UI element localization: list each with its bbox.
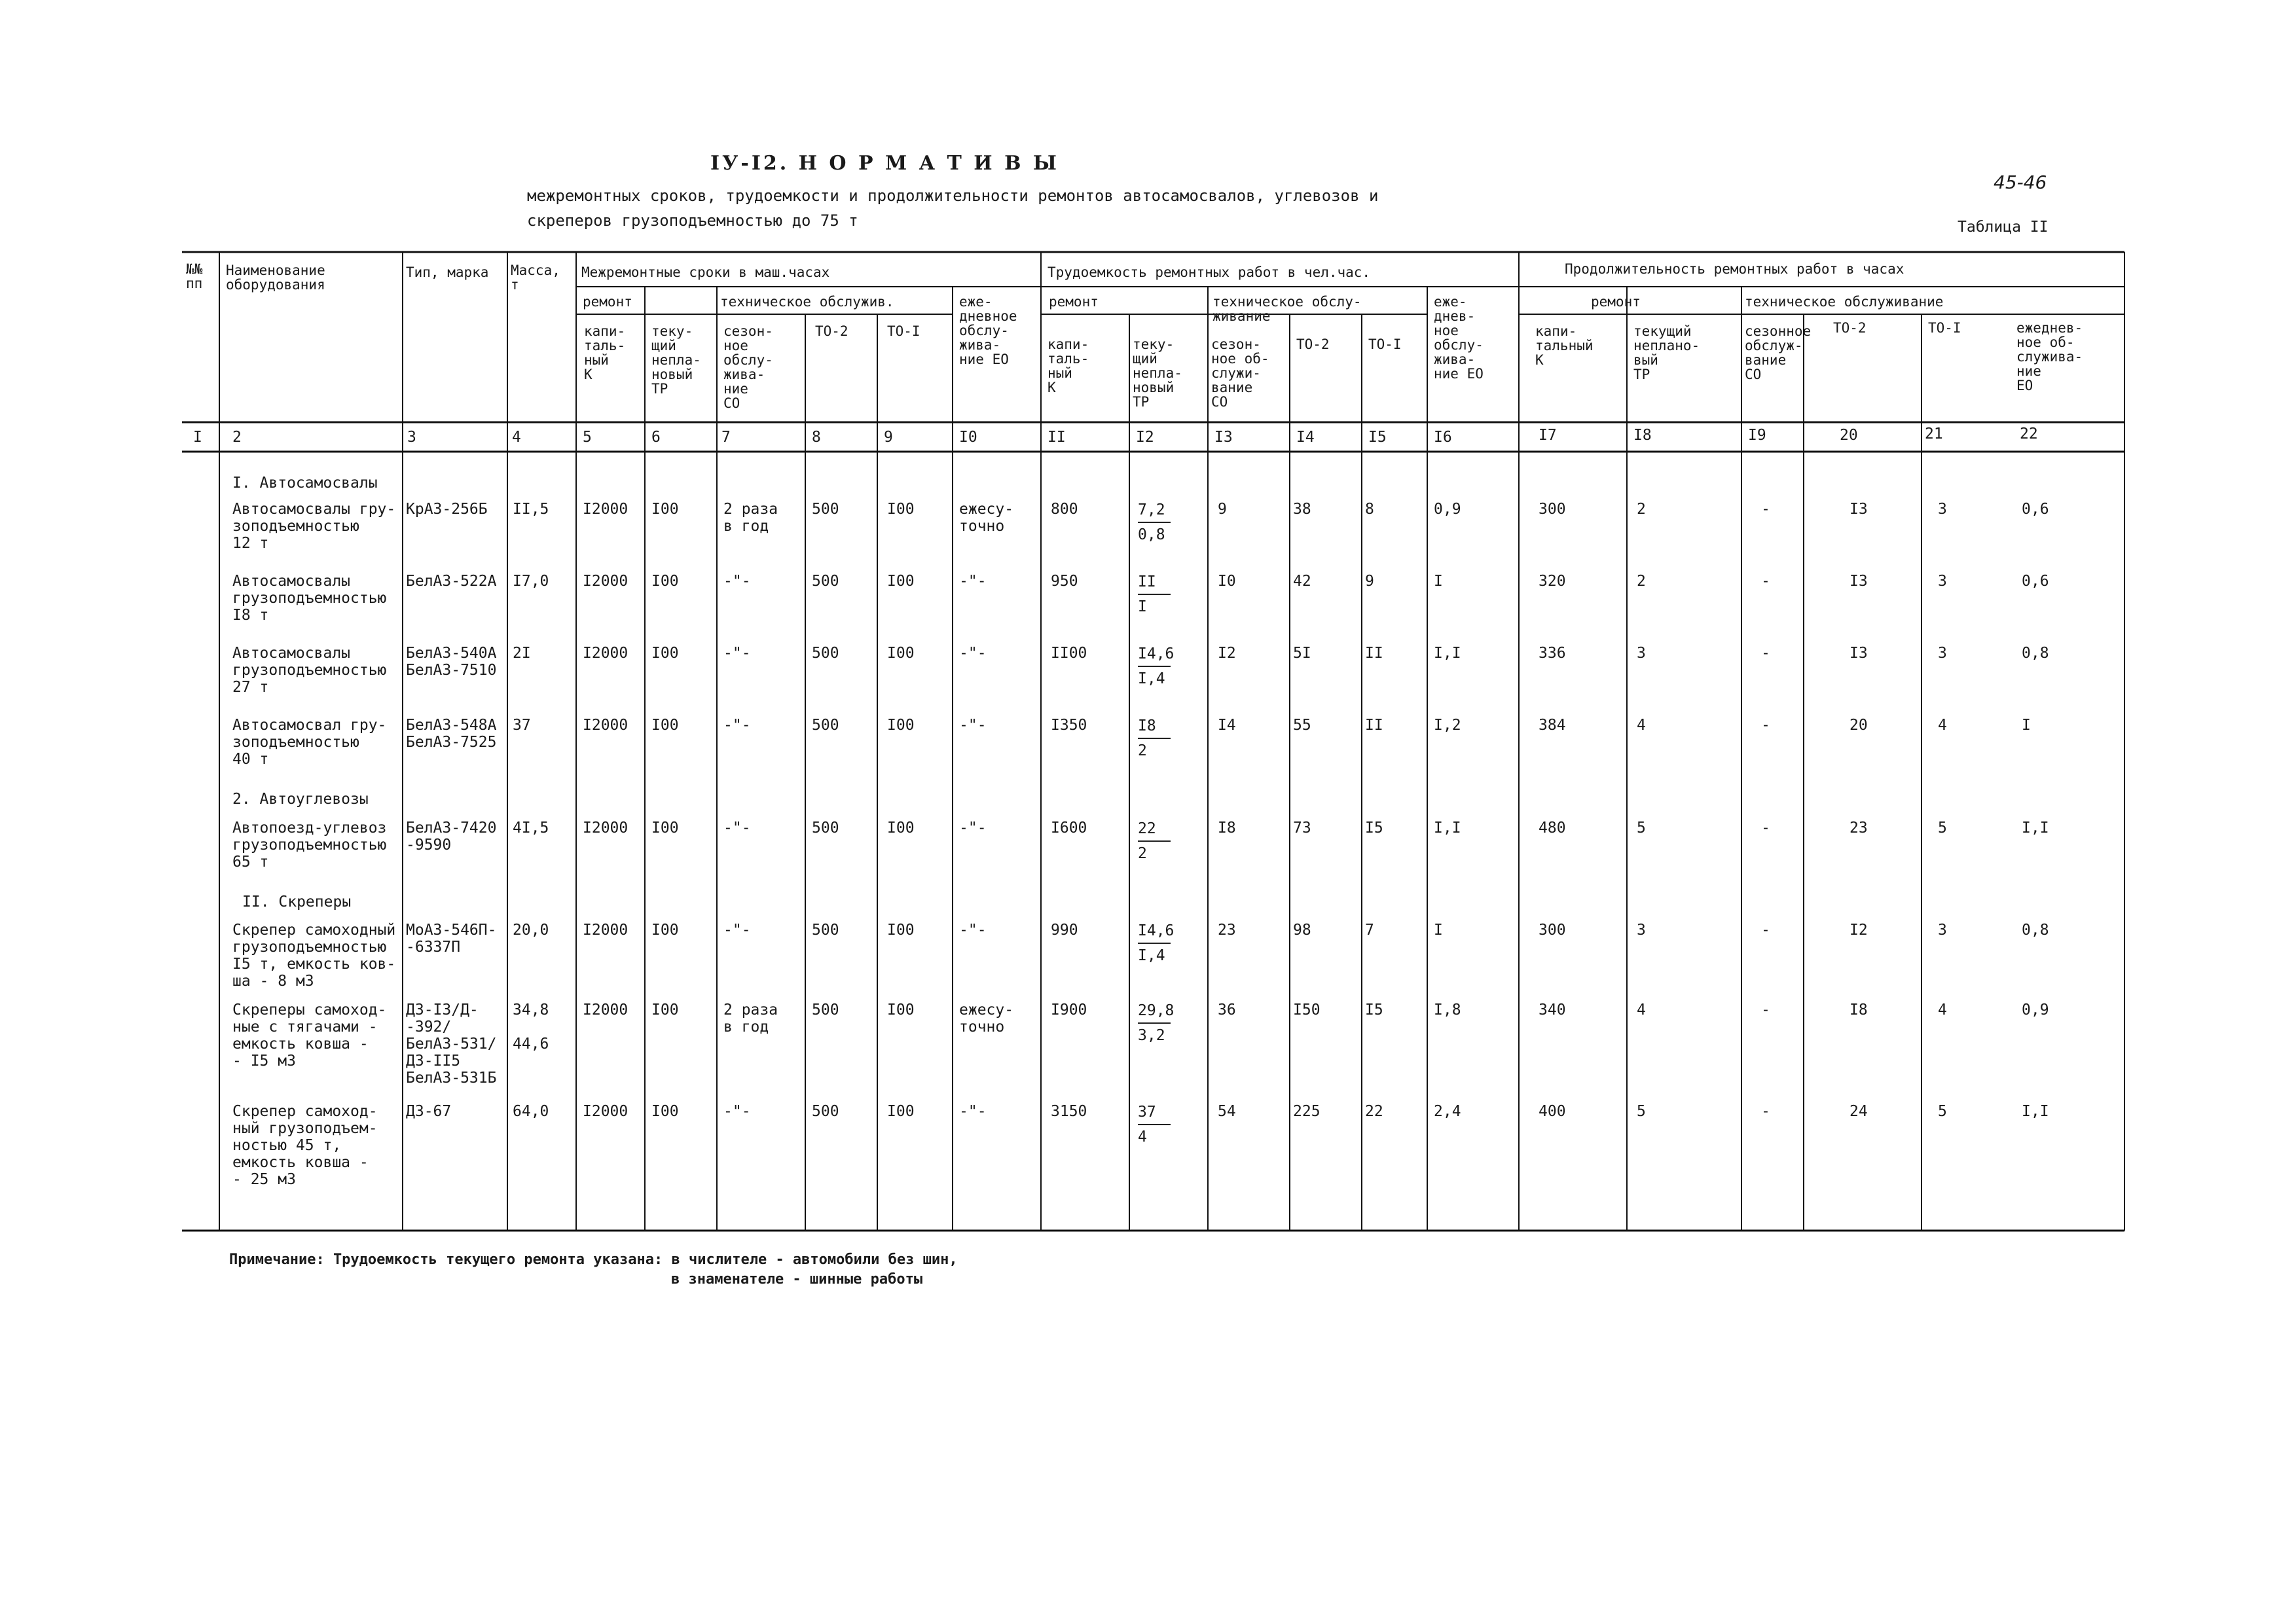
cell-deo: 0,6: [2022, 573, 2049, 590]
cell-lso: 36: [1218, 1001, 1236, 1019]
cell-leo: I,I: [1434, 645, 1461, 662]
cell-type: БелАЗ-540А БелАЗ-7510: [406, 645, 497, 679]
cell-dto2: I2: [1850, 922, 1868, 939]
cell-leo: I,8: [1434, 1001, 1461, 1019]
header-g3-to2: ТО-2: [1833, 320, 1867, 336]
cell-to2: 500: [812, 573, 839, 590]
fraction-numerator: I8: [1138, 717, 1156, 734]
cell-to2: 500: [812, 820, 839, 837]
cell-mass: 4I,5: [513, 820, 549, 837]
col-number: 7: [721, 429, 731, 446]
header-g2-eo: еже- днев- ное обслу- жива- ние ЕО: [1434, 294, 1484, 382]
header-g1-tr: теку- щий непла- новый ТР: [651, 323, 701, 397]
header-g3-repair: ремонт: [1591, 294, 1641, 310]
header-g2-to1: ТО-I: [1368, 336, 1402, 352]
header-g1-so: сезон- ное обслу- жива- ние СО: [723, 323, 773, 411]
cell-lto1: I5: [1365, 820, 1383, 837]
cell-deo: I,I: [2022, 820, 2049, 837]
cell-so: -"-: [723, 922, 751, 939]
cell-dso: -: [1761, 1001, 1770, 1019]
cell-dto2: I3: [1850, 501, 1868, 518]
cell-so: -"-: [723, 573, 751, 590]
fraction-denominator: 3,2: [1138, 1027, 1165, 1044]
cell-lto1: II: [1365, 645, 1383, 662]
col-number: 3: [407, 429, 416, 446]
cell-dk: 300: [1539, 501, 1566, 518]
cell-lk: I900: [1051, 1001, 1087, 1019]
cell-name: Скреперы самоход- ные с тягачами - емкость ковша - - I5 м3: [232, 1001, 387, 1070]
cell-ltr-fraction: [1138, 573, 1171, 616]
fraction-denominator: I: [1138, 598, 1147, 615]
cell-to1: I00: [887, 922, 915, 939]
document-title: IУ-I2. Н О Р М А Т И В Ы: [710, 152, 1059, 175]
section-heading: II. Скреперы: [242, 893, 352, 911]
section-heading: I. Автосамосвалы: [232, 475, 378, 492]
cell-dtr: 4: [1637, 1001, 1646, 1019]
cell-dto1: 3: [1938, 922, 1947, 939]
fraction-numerator: I4,6: [1138, 922, 1175, 939]
header-g2-maintenance: техническое обслу- живание: [1212, 294, 1362, 324]
cell-type: МоАЗ-546П- -6337П: [406, 922, 497, 956]
header-g1-to1: ТО-I: [887, 323, 920, 339]
col-number: 9: [884, 429, 893, 446]
header-g2-to2: ТО-2: [1296, 336, 1330, 352]
header-g1-eo: еже- дневное обслу- жива- ние ЕО: [959, 294, 1017, 367]
footnote-line-1: Примечание: Трудоемкость текущего ремонта указана: в числителе - автомобили без шин,: [229, 1252, 958, 1268]
fraction-bar: [1138, 594, 1171, 595]
cell-eo: ежесу- точно: [959, 501, 1014, 535]
header-g2-tr: теку- щий непла- новый ТР: [1133, 336, 1182, 410]
header-g3-tr: текущий неплано- вый ТР: [1633, 323, 1700, 382]
cell-eo: -"-: [959, 922, 987, 939]
cell-lso: I0: [1218, 573, 1236, 590]
cell-dto1: 5: [1938, 1103, 1947, 1120]
cell-type: БелАЗ-548А БелАЗ-7525: [406, 717, 497, 751]
cell-mass: 34,8 44,6: [513, 1001, 549, 1053]
cell-leo: I: [1434, 573, 1443, 590]
cell-dto2: 20: [1850, 717, 1868, 734]
document-subtitle: межремонтных сроков, трудоемкости и продолжительности ремонтов автосамосвалов, углевозов и скреперов грузоподъемностью до 75 т: [527, 187, 1379, 230]
fraction-denominator: 2: [1138, 845, 1147, 862]
fraction-denominator: I,4: [1138, 947, 1165, 964]
cell-deo: 0,8: [2022, 922, 2049, 939]
cell-leo: 2,4: [1434, 1103, 1461, 1120]
col-number: 6: [651, 429, 661, 446]
cell-dtr: 3: [1637, 922, 1646, 939]
col-number: 8: [812, 429, 821, 446]
cell-dto2: 23: [1850, 820, 1868, 837]
cell-tr: I00: [651, 645, 679, 662]
cell-to1: I00: [887, 820, 915, 837]
header-g3-maintenance: техническое обслуживание: [1745, 294, 1944, 310]
cell-k: I2000: [583, 820, 629, 837]
cell-type: БелАЗ-522А: [406, 573, 497, 590]
cell-lso: 23: [1218, 922, 1236, 939]
cell-ltr-fraction: [1138, 501, 1171, 544]
cell-deo: I,I: [2022, 1103, 2049, 1120]
header-g1-k: капи- таль- ный К: [584, 323, 626, 382]
cell-lto2: 73: [1293, 820, 1311, 837]
cell-lso: I8: [1218, 820, 1236, 837]
header-num: №№ пп: [186, 261, 203, 291]
header-g1-to2: ТО-2: [815, 323, 848, 339]
header-group-duration: Продолжительность ремонтных работ в часах: [1565, 261, 1904, 277]
cell-dk: 336: [1539, 645, 1566, 662]
cell-to1: I00: [887, 1001, 915, 1019]
cell-dto2: I3: [1850, 573, 1868, 590]
cell-lto1: 22: [1365, 1103, 1383, 1120]
cell-tr: I00: [651, 717, 679, 734]
cell-to1: I00: [887, 501, 915, 518]
cell-leo: I,I: [1434, 820, 1461, 837]
cell-deo: 0,8: [2022, 645, 2049, 662]
cell-dk: 320: [1539, 573, 1566, 590]
cell-eo: -"-: [959, 645, 987, 662]
cell-to2: 500: [812, 717, 839, 734]
cell-lso: I2: [1218, 645, 1236, 662]
header-g2-so: сезон- ное об- служи- вание СО: [1211, 336, 1269, 410]
cell-dto1: 3: [1938, 501, 1947, 518]
cell-ltr-fraction: [1138, 645, 1174, 688]
cell-k: I2000: [583, 501, 629, 518]
cell-name: Скрепер самоход- ный грузоподъем- ностью 45 т, емкость ковша - - 25 м3: [232, 1103, 378, 1188]
cell-dso: -: [1761, 573, 1770, 590]
header-g3-so: сезонное обслуж- вание СО: [1745, 323, 1812, 382]
cell-mass: 2I: [513, 645, 531, 662]
header-g3-k: капи- тальный К: [1535, 323, 1594, 368]
cell-dk: 480: [1539, 820, 1566, 837]
cell-k: I2000: [583, 922, 629, 939]
cell-to2: 500: [812, 922, 839, 939]
cell-ltr-fraction: [1138, 717, 1171, 760]
col-number: 2: [232, 429, 242, 446]
cell-name: Автосамосвалы грузоподъемностью 27 т: [232, 645, 387, 696]
cell-dk: 340: [1539, 1001, 1566, 1019]
cell-lto1: 9: [1365, 573, 1374, 590]
cell-dk: 400: [1539, 1103, 1566, 1120]
cell-dto2: I8: [1850, 1001, 1868, 1019]
header-name: Наименование оборудования: [226, 262, 325, 293]
col-number: 5: [583, 429, 592, 446]
cell-to2: 500: [812, 1001, 839, 1019]
header-mass: Масса, т: [511, 262, 560, 293]
cell-name: Автосамосвал гру- зоподъемностью 40 т: [232, 717, 387, 768]
cell-deo: 0,9: [2022, 1001, 2049, 1019]
cell-type: ДЗ-I3/Д- -392/ БелАЗ-531/ ДЗ-II5 БелАЗ-531Б: [406, 1001, 497, 1087]
cell-dto1: 4: [1938, 717, 1947, 734]
fraction-bar: [1138, 1022, 1171, 1024]
cell-eo: ежесу- точно: [959, 1001, 1014, 1036]
cell-lk: 3150: [1051, 1103, 1087, 1120]
fraction-bar: [1138, 522, 1171, 523]
cell-so: -"-: [723, 645, 751, 662]
cell-so: 2 раза в год: [723, 501, 778, 535]
cell-name: Автопоезд-углевоз грузоподъемностью 65 т: [232, 820, 387, 871]
cell-dtr: 5: [1637, 1103, 1646, 1120]
header-g1-repair: ремонт: [583, 294, 632, 310]
page-number: 45-46: [1994, 171, 2047, 193]
cell-dto1: 3: [1938, 573, 1947, 590]
col-number: I3: [1214, 429, 1233, 446]
cell-lk: I350: [1051, 717, 1087, 734]
cell-lto2: 42: [1293, 573, 1311, 590]
cell-dto2: 24: [1850, 1103, 1868, 1120]
cell-lk: 950: [1051, 573, 1078, 590]
cell-k: I2000: [583, 1103, 629, 1120]
cell-lto2: 225: [1293, 1103, 1321, 1120]
fraction-numerator: 22: [1138, 820, 1156, 837]
cell-tr: I00: [651, 922, 679, 939]
cell-lk: 800: [1051, 501, 1078, 518]
cell-lk: II00: [1051, 645, 1087, 662]
fraction-bar: [1138, 666, 1171, 667]
cell-lto1: I5: [1365, 1001, 1383, 1019]
cell-lto1: II: [1365, 717, 1383, 734]
cell-ltr-fraction: [1138, 1001, 1174, 1045]
cell-lto1: 8: [1365, 501, 1374, 518]
cell-ltr-fraction: [1138, 820, 1171, 863]
cell-so: -"-: [723, 820, 751, 837]
section-heading: 2. Автоуглевозы: [232, 791, 369, 808]
cell-dto1: 4: [1938, 1001, 1947, 1019]
cell-to2: 500: [812, 501, 839, 518]
cell-lso: 9: [1218, 501, 1227, 518]
cell-leo: I,2: [1434, 717, 1461, 734]
cell-dk: 300: [1539, 922, 1566, 939]
cell-dto1: 3: [1938, 645, 1947, 662]
col-number: I2: [1136, 429, 1154, 446]
fraction-denominator: 2: [1138, 742, 1147, 759]
cell-k: I2000: [583, 645, 629, 662]
header-g1-maintenance: техническое обслужив.: [720, 294, 894, 310]
cell-dtr: 2: [1637, 501, 1646, 518]
cell-tr: I00: [651, 820, 679, 837]
fraction-numerator: 37: [1138, 1104, 1156, 1121]
header-g3-eo: ежеднев- ное об- служива- ние ЕО: [2016, 320, 2083, 393]
cell-type: БелАЗ-7420 -9590: [406, 820, 497, 854]
cell-deo: I: [2022, 717, 2031, 734]
cell-k: I2000: [583, 573, 629, 590]
cell-lto2: 5I: [1293, 645, 1311, 662]
fraction-numerator: 29,8: [1138, 1002, 1175, 1019]
cell-type: ДЗ-67: [406, 1103, 452, 1120]
cell-dso: -: [1761, 717, 1770, 734]
cell-dtr: 3: [1637, 645, 1646, 662]
col-number: I8: [1633, 427, 1652, 444]
header-group-labor: Трудоемкость ремонтных работ в чел.час.: [1048, 264, 1371, 280]
cell-dso: -: [1761, 645, 1770, 662]
header-g3-to1: ТО-I: [1928, 320, 1961, 336]
cell-type: КрАЗ-256Б: [406, 501, 488, 518]
cell-mass: II,5: [513, 501, 549, 518]
cell-name: Автосамосвалы гру- зоподъемностью 12 т: [232, 501, 396, 552]
fraction-bar: [1138, 1124, 1171, 1125]
fraction-numerator: 7,2: [1138, 501, 1165, 518]
cell-eo: -"-: [959, 573, 987, 590]
header-g2-k: капи- таль- ный К: [1048, 336, 1089, 395]
cell-lto2: I50: [1293, 1001, 1321, 1019]
cell-to1: I00: [887, 717, 915, 734]
table-label: Таблица II: [1958, 219, 2049, 236]
cell-dto2: I3: [1850, 645, 1868, 662]
cell-tr: I00: [651, 1103, 679, 1120]
cell-eo: -"-: [959, 1103, 987, 1120]
cell-to1: I00: [887, 645, 915, 662]
cell-k: I2000: [583, 1001, 629, 1019]
cell-eo: -"-: [959, 717, 987, 734]
col-number: I9: [1748, 427, 1766, 444]
cell-lto1: 7: [1365, 922, 1374, 939]
fraction-bar: [1138, 840, 1171, 842]
cell-lto2: 38: [1293, 501, 1311, 518]
header-type: Тип, марка: [406, 264, 489, 280]
col-number: I7: [1539, 427, 1557, 444]
cell-lso: I4: [1218, 717, 1236, 734]
cell-tr: I00: [651, 501, 679, 518]
cell-dtr: 5: [1637, 820, 1646, 837]
cell-dtr: 4: [1637, 717, 1646, 734]
col-number: 20: [1840, 427, 1858, 444]
cell-to2: 500: [812, 1103, 839, 1120]
cell-leo: 0,9: [1434, 501, 1461, 518]
cell-eo: -"-: [959, 820, 987, 837]
fraction-numerator: II: [1138, 573, 1156, 590]
cell-dso: -: [1761, 1103, 1770, 1120]
col-number: 21: [1925, 425, 1943, 442]
col-number: I4: [1296, 429, 1315, 446]
footnote-line-2: в знаменателе - шинные работы: [671, 1271, 923, 1288]
cell-dso: -: [1761, 922, 1770, 939]
fraction-denominator: I,4: [1138, 670, 1165, 687]
cell-lto2: 98: [1293, 922, 1311, 939]
cell-name: Скрепер самоходный грузоподъемностью I5 т, емкость ков- ша - 8 м3: [232, 922, 396, 990]
cell-so: -"-: [723, 1103, 751, 1120]
cell-mass: 20,0: [513, 922, 549, 939]
fraction-bar: [1138, 738, 1171, 739]
cell-lk: I600: [1051, 820, 1087, 837]
cell-mass: 37: [513, 717, 531, 734]
col-number: I0: [959, 429, 977, 446]
fraction-numerator: I4,6: [1138, 645, 1175, 662]
header-group-intervals: Межремонтные сроки в маш.часах: [581, 264, 830, 280]
header-g2-repair: ремонт: [1049, 294, 1099, 310]
cell-tr: I00: [651, 1001, 679, 1019]
cell-ltr-fraction: [1138, 1103, 1171, 1146]
fraction-denominator: 0,8: [1138, 526, 1165, 543]
cell-dk: 384: [1539, 717, 1566, 734]
cell-mass: I7,0: [513, 573, 549, 590]
cell-mass: 64,0: [513, 1103, 549, 1120]
col-number: I: [193, 429, 202, 446]
col-number: 4: [512, 429, 521, 446]
cell-dso: -: [1761, 501, 1770, 518]
cell-k: I2000: [583, 717, 629, 734]
fraction-denominator: 4: [1138, 1128, 1147, 1146]
cell-deo: 0,6: [2022, 501, 2049, 518]
cell-lto2: 55: [1293, 717, 1311, 734]
cell-tr: I00: [651, 573, 679, 590]
cell-leo: I: [1434, 922, 1443, 939]
cell-to1: I00: [887, 573, 915, 590]
cell-so: 2 раза в год: [723, 1001, 778, 1036]
cell-lk: 990: [1051, 922, 1078, 939]
cell-dso: -: [1761, 820, 1770, 837]
col-number: I6: [1434, 429, 1452, 446]
cell-dtr: 2: [1637, 573, 1646, 590]
cell-name: Автосамосвалы грузоподъемностью I8 т: [232, 573, 387, 624]
cell-ltr-fraction: [1138, 922, 1174, 965]
col-number: 22: [2020, 425, 2038, 442]
col-number: II: [1048, 429, 1066, 446]
fraction-bar: [1138, 943, 1171, 944]
cell-so: -"-: [723, 717, 751, 734]
col-number: I5: [1368, 429, 1387, 446]
cell-dto1: 5: [1938, 820, 1947, 837]
cell-lso: 54: [1218, 1103, 1236, 1120]
cell-to1: I00: [887, 1103, 915, 1120]
cell-to2: 500: [812, 645, 839, 662]
